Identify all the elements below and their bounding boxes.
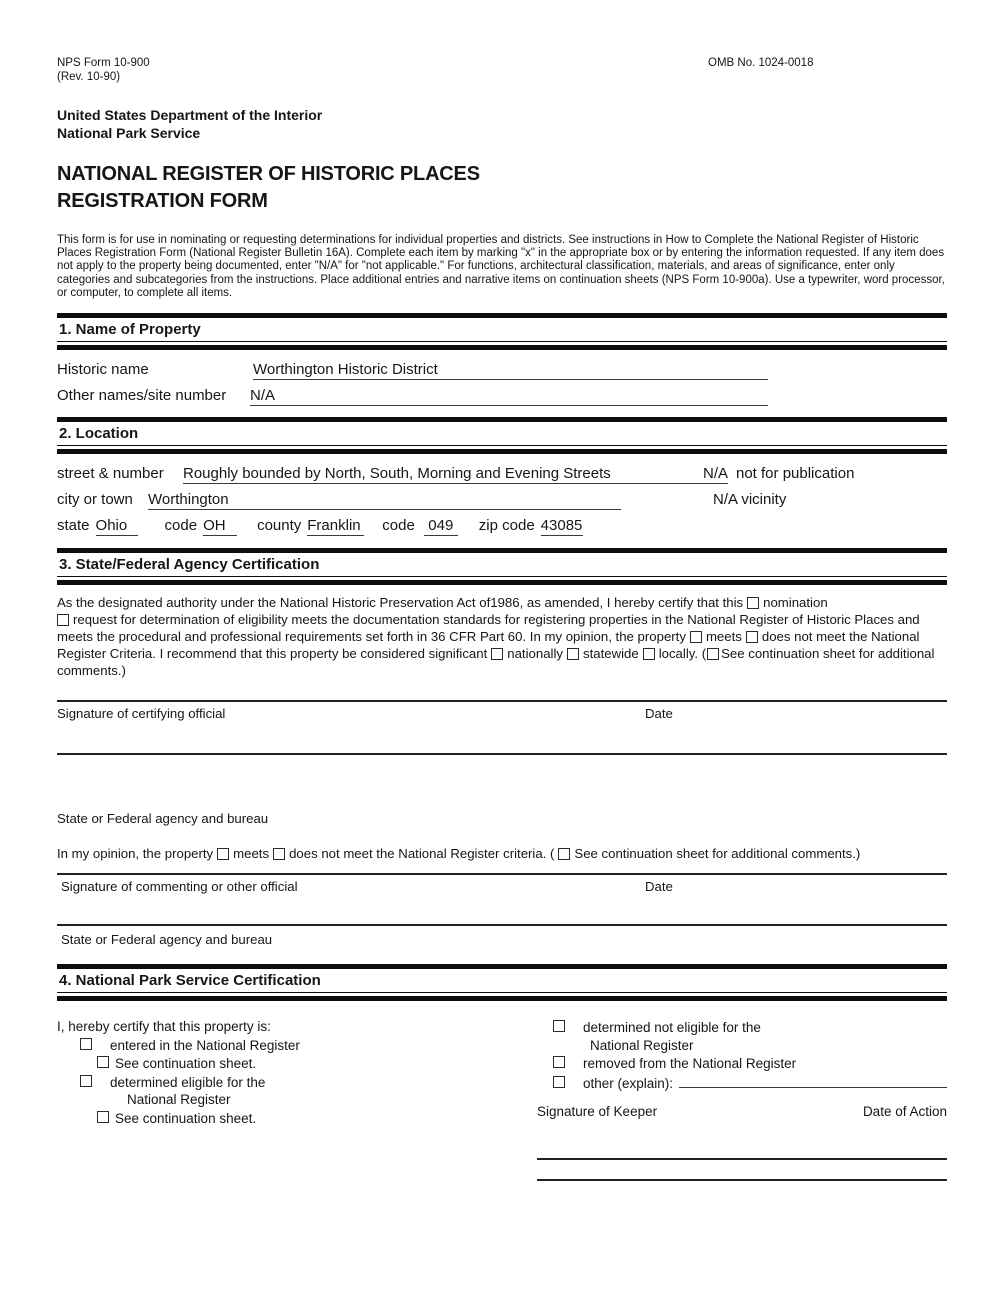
- meets-checkbox[interactable]: [690, 631, 702, 643]
- entered-continuation-checkbox[interactable]: [97, 1056, 109, 1068]
- request-checkbox[interactable]: [57, 614, 69, 626]
- agency-block: [57, 106, 947, 142]
- determined-eligible-row: [57, 1074, 507, 1092]
- state-code-value[interactable]: OH: [203, 517, 237, 536]
- opinion-text-a: In my opinion, the property: [57, 846, 214, 862]
- state-code-label: code: [164, 517, 198, 535]
- entered-row: [57, 1037, 507, 1055]
- signature-certifying-label: Signature of certifying official: [57, 706, 226, 722]
- section-1-title: 1. Name of Property: [57, 320, 947, 342]
- section-4-title: 4. National Park Service Certification: [57, 971, 947, 993]
- certifying-signature-line: [57, 700, 947, 702]
- opinion-continuation-checkbox[interactable]: [558, 848, 570, 860]
- street-value: Roughly bounded by North, South, Morning and Evening Streets: [183, 465, 611, 483]
- nationally-checkbox[interactable]: [491, 648, 503, 660]
- date-of-action-label: Date of Action: [862, 1104, 947, 1120]
- nomination-label: nomination: [763, 595, 828, 611]
- certification-statement: [57, 594, 947, 679]
- opinion-meets-checkbox[interactable]: [217, 848, 229, 860]
- commenting-agency-line: [57, 924, 947, 926]
- entered-continuation-row: [57, 1055, 507, 1073]
- removed-checkbox[interactable]: [553, 1056, 565, 1068]
- other-names-value[interactable]: N/A: [250, 387, 768, 406]
- agency-name: United States Department of the Interior: [57, 107, 323, 123]
- statewide-checkbox[interactable]: [567, 648, 579, 660]
- cert-text-h: locally. (: [658, 646, 707, 662]
- entered-continuation-label: See continuation sheet.: [115, 1056, 257, 1072]
- state-label: state: [57, 517, 90, 535]
- removed-row: [537, 1055, 947, 1073]
- section-1-heading: [57, 313, 947, 350]
- eligible-continuation-label: See continuation sheet.: [115, 1110, 257, 1126]
- other-explain-value[interactable]: [679, 1074, 947, 1088]
- keeper-signature-line: [537, 1158, 947, 1160]
- title-line-1: NATIONAL REGISTER OF HISTORIC PLACES: [57, 163, 480, 185]
- nomination-checkbox[interactable]: [747, 597, 759, 609]
- street-row: [57, 465, 947, 484]
- cert-text-a: As the designated authority under the National Historic Preservation Act of1986, as amended, I hereby certify that this: [57, 595, 744, 611]
- opinion-does-not-meet-checkbox[interactable]: [273, 848, 285, 860]
- not-eligible-label: determined not eligible for the: [583, 1020, 761, 1036]
- certifying-signature-labels: [57, 706, 947, 721]
- cert-text-e: does not meet the National Register Criteria. I recommend that this property be considered significant: [57, 629, 920, 662]
- opinion-text-d: See continuation sheet for additional comments.): [574, 846, 861, 862]
- section-4-heading: [57, 964, 947, 1001]
- street-label: street & number: [57, 465, 164, 483]
- title-line-2: REGISTRATION FORM: [57, 190, 268, 212]
- entered-checkbox[interactable]: [80, 1038, 92, 1050]
- opinion-text-c: does not meet the National Register criteria. (: [289, 846, 555, 862]
- section-2-heading: [57, 417, 947, 454]
- agency-bureau-label-2: State or Federal agency and bureau: [61, 932, 273, 948]
- vicinity-label: N/A vicinity: [713, 491, 787, 509]
- city-row: [57, 491, 947, 510]
- eligible-continuation-row: [57, 1110, 507, 1128]
- county-value[interactable]: Franklin: [307, 517, 364, 536]
- statewide-label: statewide: [582, 646, 639, 662]
- commenting-signature-line: [57, 873, 947, 875]
- not-eligible-line2: National Register: [590, 1037, 694, 1053]
- document-title: [57, 161, 947, 215]
- signature-keeper-label: Signature of Keeper: [537, 1104, 658, 1120]
- state-value[interactable]: Ohio: [96, 517, 138, 536]
- other-names-row: [57, 387, 947, 406]
- historic-name-label: Historic name: [57, 361, 149, 379]
- determined-eligible-label: determined eligible for the: [110, 1074, 266, 1090]
- city-value[interactable]: Worthington: [148, 491, 621, 510]
- determined-eligible-line2: National Register: [127, 1092, 231, 1108]
- zip-label: zip code: [478, 517, 535, 535]
- form-instructions: This form is for use in nominating or requesting determinations for individual properties and districts. See instructions in How to Complete the National Register of Historic Places Registration Form (National Register Bulletin 16A). Complete each item by marking "x" in the appropriate box or by entering the information requested. If any item does not apply to the property being documented, enter "N/A" for "not applicable." For functions, architectural classification, materials, and areas of significance, enter only categories and subcategories from the instructions. Place additional entries and narrative items on continuation sheets (NPS Form 10-900a). Use a typewriter, word processor, or computer, to complete all items.: [57, 234, 945, 299]
- commenting-signature-labels: [57, 879, 947, 894]
- opinion-statement: [57, 845, 947, 862]
- zip-value[interactable]: 43085: [540, 517, 583, 535]
- county-label: county: [257, 517, 302, 535]
- determined-eligible-checkbox[interactable]: [80, 1075, 92, 1087]
- other-explain-checkbox[interactable]: [553, 1076, 565, 1088]
- date-label-2: Date: [645, 879, 673, 895]
- removed-label: removed from the National Register: [583, 1056, 797, 1072]
- opinion-meets-label: meets: [233, 846, 270, 862]
- entered-label: entered in the National Register: [110, 1037, 300, 1053]
- nationally-label: nationally: [507, 646, 563, 662]
- page-content: [57, 0, 947, 1181]
- keeper-intro: I, hereby certify that this property is:: [57, 1019, 271, 1035]
- meets-label: meets: [705, 629, 742, 645]
- not-eligible-row: [537, 1019, 947, 1037]
- other-explain-label: other (explain):: [583, 1075, 674, 1091]
- county-code-value[interactable]: 049: [424, 517, 458, 536]
- form-meta: [57, 57, 947, 84]
- see-continuation-checkbox[interactable]: [707, 648, 719, 660]
- locally-checkbox[interactable]: [643, 648, 655, 660]
- section-2-title: 2. Location: [57, 424, 947, 446]
- city-label: city or town: [57, 491, 133, 509]
- other-explain-row: [537, 1074, 947, 1093]
- cert-text-i: See continuation sheet for additional comments.): [57, 646, 935, 679]
- certifying-agency-line: [57, 753, 947, 755]
- signature-commenting-label: Signature of commenting or other official: [61, 879, 298, 895]
- nps-cert-left-column: [57, 1018, 507, 1181]
- other-names-label: Other names/site number: [57, 387, 227, 405]
- state-row: [57, 517, 947, 536]
- nps-cert-right-column: [537, 1018, 947, 1181]
- cert-text-c: request for determination of eligibility meets the documentation standards for registering properties in the National Register of Historic Places and meets the procedural and professional requirements set forth in 36 CFR Part 60. In my opinion, the property: [57, 612, 920, 645]
- county-code-label: code: [382, 517, 415, 535]
- section-3-heading: [57, 548, 947, 585]
- eligible-continuation-checkbox[interactable]: [97, 1111, 109, 1123]
- bureau-name: National Park Service: [57, 125, 201, 141]
- does-not-meet-checkbox[interactable]: [746, 631, 758, 643]
- historic-name-row: [57, 361, 947, 380]
- agency-bureau-label: State or Federal agency and bureau: [57, 811, 269, 827]
- nps-certification-columns: [57, 1018, 947, 1181]
- section-3-title: 3. State/Federal Agency Certification: [57, 555, 947, 577]
- omb-number: OMB No. 1024-0018: [708, 57, 814, 69]
- street-na-value: N/A: [702, 465, 728, 483]
- form-revision: (Rev. 10-90): [57, 70, 121, 83]
- date-label: Date: [645, 706, 673, 722]
- street-field[interactable]: [183, 465, 728, 484]
- keeper-signature-labels: [537, 1103, 947, 1121]
- form-number: NPS Form 10-900: [57, 57, 150, 69]
- not-eligible-checkbox[interactable]: [553, 1020, 565, 1032]
- not-for-publication-label: not for publication: [736, 465, 855, 483]
- date-of-action-line: [537, 1179, 947, 1181]
- historic-name-value[interactable]: Worthington Historic District: [253, 361, 768, 380]
